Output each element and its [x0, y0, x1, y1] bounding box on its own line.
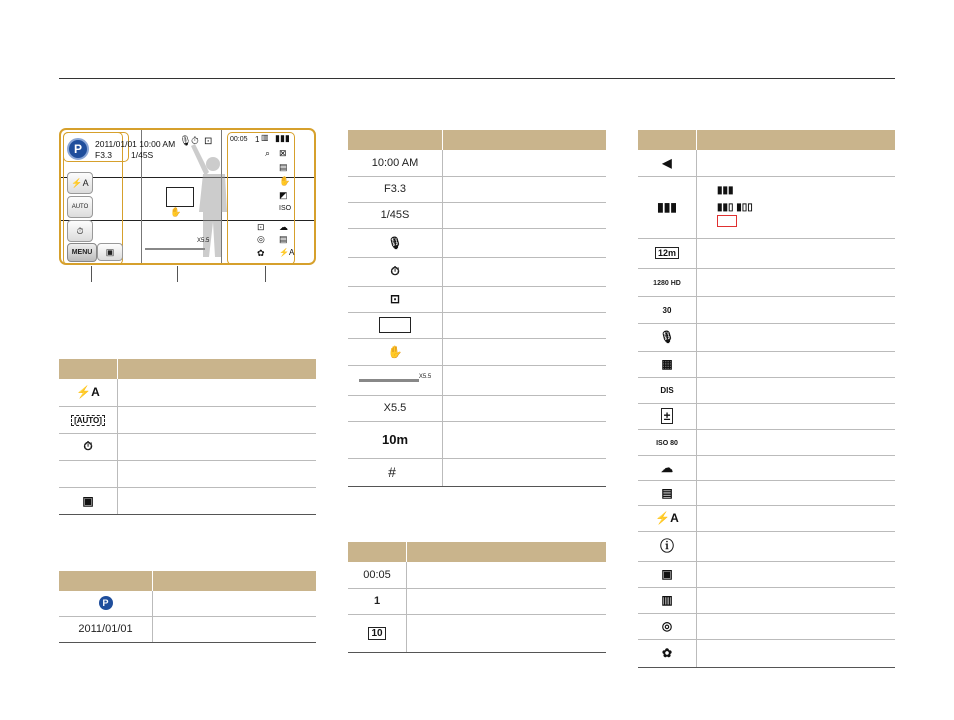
timer-icon: ⏱	[390, 264, 400, 278]
battery-low-level-icon	[717, 215, 737, 227]
camera-mode-icon: ⊡	[389, 292, 401, 306]
flash-button[interactable]: ⚡A	[67, 172, 93, 194]
zoom-bar	[145, 248, 205, 250]
quality-icon: ▤	[279, 162, 288, 172]
display-icon: ▣	[82, 493, 94, 508]
menu-button[interactable]: MENU	[67, 243, 97, 262]
shake-icon: ✋	[170, 207, 182, 217]
exposure-icon: ±	[661, 408, 674, 424]
callout-1	[91, 266, 92, 282]
mode-icon: P	[67, 138, 89, 160]
white-balance-icon: ☁	[661, 460, 673, 475]
macro-icon: ✿	[257, 248, 265, 258]
battery-full-icon: ▮▮▮	[657, 200, 677, 214]
callout-3	[265, 266, 266, 282]
screen-count: 1	[255, 135, 260, 144]
focus-area-icon: ▣	[661, 567, 673, 581]
flash-status-icon: ⚡A	[279, 248, 295, 257]
ois-icon: DIS	[660, 386, 674, 395]
video-size-icon: 1280 HD	[653, 280, 681, 287]
auto-focus-icon: [AUTO]	[71, 415, 105, 426]
screen-aperture: F3.3	[95, 150, 113, 160]
time-value: 10:00 AM	[348, 150, 443, 176]
zoom-value: X5.5	[197, 238, 210, 244]
iso-icon: ISO	[279, 205, 292, 212]
frame-rate-icon: 30	[662, 305, 672, 315]
program-mode-icon: P	[99, 596, 113, 610]
callout-2	[177, 266, 178, 282]
shots-available: 1	[348, 588, 407, 614]
microphone-icon: 🎙	[659, 330, 675, 344]
top-rule	[59, 78, 895, 79]
ev-icon: ◩	[279, 190, 288, 200]
zoom-bar-icon	[359, 379, 419, 382]
memory-card-icon: 10	[368, 627, 385, 640]
flash-auto-icon: ⚡A	[655, 511, 679, 525]
camera-mode-icon: ⊡	[204, 136, 213, 147]
timer-button[interactable]: ⏱	[67, 220, 93, 242]
battery-icon: ▮▮▮	[275, 133, 290, 143]
macro-icon: ✿	[661, 646, 673, 660]
metering-icon: ▦	[661, 357, 673, 371]
drive-icon: ▤	[279, 234, 288, 244]
date-value: 2011/01/01	[59, 616, 153, 642]
focus-frame-icon	[379, 317, 411, 333]
display-button[interactable]: ▣	[97, 243, 123, 261]
middle-table-1	[348, 130, 606, 487]
zoom-icon: ⌕	[265, 148, 271, 158]
focus-frame	[166, 187, 194, 207]
timer-icon: ⏱	[83, 439, 93, 453]
size-icon: ⊠	[279, 148, 287, 158]
photo-size-icon: 12m	[655, 247, 679, 259]
voice-memo-icon: 🎙	[179, 136, 192, 147]
focus-mode-button[interactable]: AUTO	[67, 196, 93, 218]
face-detection-icon: ◎	[661, 619, 673, 633]
zoom-ratio: X5.5	[348, 395, 443, 421]
screen-datetime: 2011/01/01 10:00 AM	[95, 139, 176, 149]
battery-full-level-icon: ▮▮▮	[717, 185, 734, 196]
smart-zoom-icon: ⓘ	[660, 538, 674, 554]
left-table-2	[59, 571, 316, 643]
voice-memo-icon: 🎙	[387, 235, 403, 250]
screen-counter: 00:05	[230, 136, 248, 143]
iso-icon: ISO 80	[656, 440, 678, 447]
timer-icon: ⏱	[191, 136, 199, 147]
shake-warning-icon: ✋	[387, 344, 403, 359]
photo-style-icon: ▥	[661, 593, 673, 607]
face-icon: ◎	[257, 234, 265, 244]
aperture-value: F3.3	[348, 176, 443, 202]
memory-icon: ▥	[261, 133, 269, 142]
recording-time: 00:05	[348, 562, 407, 588]
zoom-bar-label: X5.5	[418, 374, 432, 380]
left-table-1	[59, 359, 316, 515]
wb-icon: ☁	[279, 222, 288, 232]
ois-icon: ✋	[279, 176, 291, 186]
flash-auto-icon: ⚡A	[76, 385, 100, 400]
middle-table-2	[348, 542, 606, 653]
image-size-icon: 10m	[381, 432, 409, 447]
drive-mode-icon: ▤	[661, 485, 673, 500]
shutter-value: 1/45S	[348, 202, 443, 228]
right-table	[638, 130, 895, 668]
internal-memory-icon: ◀	[662, 155, 672, 170]
grid-icon: #	[388, 464, 402, 480]
screen-shutter: 1/45S	[131, 150, 154, 160]
metering-icon: ⊡	[257, 222, 265, 232]
battery-mid-level-icon: ▮▮▯ ▮▯▯	[717, 202, 753, 213]
camera-screen-diagram	[59, 128, 316, 265]
